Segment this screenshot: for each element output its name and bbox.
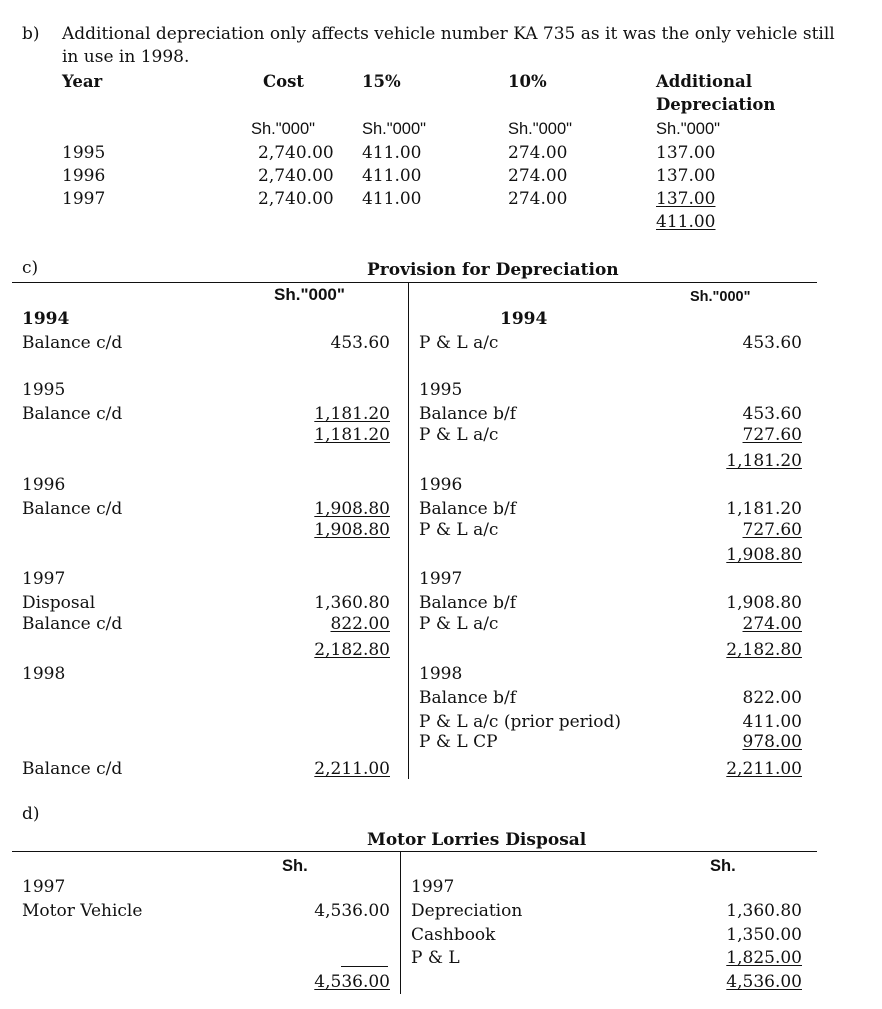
row-cost: 2,740.00 (258, 166, 334, 186)
item-pl: P & L a/c (419, 425, 499, 445)
row-year: 1996 (62, 166, 106, 186)
item-balance-cd: Balance c/d (22, 614, 123, 634)
row-year: 1995 (62, 143, 106, 163)
amt-motor-vehicle: 4,536.00 (314, 901, 390, 921)
amt-pl: 727.60 (742, 520, 802, 540)
amt-pl: 727.60 (742, 425, 802, 445)
unit-right: Sh. (710, 857, 736, 875)
year-1997-left: 1997 (22, 569, 66, 589)
amt-balance-bf: 1,181.20 (726, 499, 802, 519)
left-total: 1,181.20 (314, 425, 390, 445)
ledger-c-divider (408, 283, 409, 779)
section-d-label: d) (22, 804, 40, 824)
left-total: 1,908.80 (314, 520, 390, 540)
unit-additional: Sh."000" (656, 120, 721, 138)
unit-cost: Sh."000" (251, 120, 316, 138)
amt-balance-cd: 1,908.80 (314, 499, 390, 519)
year-1995-right: 1995 (419, 380, 463, 400)
unit-rate-10: Sh."000" (508, 120, 573, 138)
unit-left: Sh. (282, 857, 308, 875)
year-1996-left: 1996 (22, 475, 66, 495)
amt-balance-cd: 453.60 (330, 333, 390, 353)
header-cost: Cost (263, 72, 305, 91)
unit-rate-15: Sh."000" (362, 120, 427, 138)
left-total: 2,211.00 (314, 759, 390, 779)
item-disposal: Disposal (22, 593, 96, 613)
amt-pl: 274.00 (742, 614, 802, 634)
row-rate-15: 411.00 (362, 143, 422, 163)
row-additional: 137.00 (656, 166, 716, 186)
disposal-title: Motor Lorries Disposal (367, 830, 587, 850)
item-balance-bf: Balance b/f (419, 593, 517, 613)
item-balance-cd: Balance c/d (22, 333, 123, 353)
left-total: 2,182.80 (314, 640, 390, 660)
year-1995-left: 1995 (22, 380, 66, 400)
unit-left: Sh."000" (274, 285, 345, 304)
item-pl: P & L a/c (419, 333, 499, 353)
year-1998-left: 1998 (22, 664, 66, 684)
section-b-intro-line2: in use in 1998. (62, 47, 190, 67)
section-b-intro-line1: Additional depreciation only affects vehicle number KA 735 as it was the only vehicle still (62, 24, 835, 44)
row-additional: 137.00 (656, 143, 716, 163)
provision-title: Provision for Depreciation (367, 260, 619, 280)
amt-balance-cd: 1,181.20 (314, 404, 390, 424)
item-pl: P & L a/c (419, 614, 499, 634)
row-rate-15: 411.00 (362, 189, 422, 209)
amt-balance-bf: 453.60 (742, 404, 802, 424)
row-rate-10: 274.00 (508, 189, 568, 209)
ledger-d-divider (400, 852, 401, 994)
item-balance-bf: Balance b/f (419, 688, 517, 708)
year-1997-left: 1997 (22, 877, 66, 897)
item-pl-cp: P & L CP (419, 732, 498, 752)
right-total: 4,536.00 (726, 972, 802, 992)
row-rate-10: 274.00 (508, 143, 568, 163)
year-1996-right: 1996 (419, 475, 463, 495)
item-pl: P & L a/c (419, 520, 499, 540)
year-1997-right: 1997 (419, 569, 463, 589)
row-cost: 2,740.00 (258, 189, 334, 209)
item-balance-cd: Balance c/d (22, 404, 123, 424)
amt-disposal: 1,360.80 (314, 593, 390, 613)
amt-pl: 1,825.00 (726, 948, 802, 968)
year-1994-right: 1994 (500, 309, 548, 329)
unit-right: Sh."000" (690, 289, 751, 305)
item-balance-bf: Balance b/f (419, 499, 517, 519)
right-total: 1,181.20 (726, 451, 802, 471)
amt-balance-bf: 822.00 (742, 688, 802, 708)
amt-pl-cp: 978.00 (742, 732, 802, 752)
header-depreciation: Depreciation (656, 95, 776, 114)
right-total: 1,908.80 (726, 545, 802, 565)
item-pl: P & L (411, 948, 460, 968)
item-depreciation: Depreciation (411, 901, 523, 921)
amt-depreciation: 1,360.80 (726, 901, 802, 921)
right-total: 2,211.00 (726, 759, 802, 779)
year-1997-right: 1997 (411, 877, 455, 897)
item-balance-cd: Balance c/d (22, 499, 123, 519)
header-additional: Additional (656, 72, 752, 91)
amt-balance-bf: 1,908.80 (726, 593, 802, 613)
amt-balance-cd: 822.00 (330, 614, 390, 634)
row-rate-15: 411.00 (362, 166, 422, 186)
header-rate-10: 10% (508, 72, 547, 91)
section-b-label: b) (22, 24, 40, 44)
year-1994-left: 1994 (22, 309, 70, 329)
left-total: 4,536.00 (314, 972, 390, 992)
ledger-d-top-rule (12, 851, 817, 852)
item-motor-vehicle: Motor Vehicle (22, 901, 143, 921)
left-subtotal-rule (341, 966, 388, 967)
row-additional: 137.00 (656, 189, 716, 209)
item-pl-prior-period: P & L a/c (prior period) (419, 712, 621, 732)
amt-pl: 453.60 (742, 333, 802, 353)
item-cashbook: Cashbook (411, 925, 496, 945)
section-c-label: c) (22, 258, 39, 278)
header-year: Year (62, 72, 103, 91)
amt-pl-prior-period: 411.00 (742, 712, 802, 732)
item-balance-cd: Balance c/d (22, 759, 123, 779)
amt-cashbook: 1,350.00 (726, 925, 802, 945)
item-balance-bf: Balance b/f (419, 404, 517, 424)
row-rate-10: 274.00 (508, 166, 568, 186)
year-1998-right: 1998 (419, 664, 463, 684)
row-year: 1997 (62, 189, 106, 209)
header-rate-15: 15% (362, 72, 401, 91)
ledger-c-top-rule (12, 282, 817, 283)
additional-total: 411.00 (656, 212, 716, 232)
right-total: 2,182.80 (726, 640, 802, 660)
row-cost: 2,740.00 (258, 143, 334, 163)
